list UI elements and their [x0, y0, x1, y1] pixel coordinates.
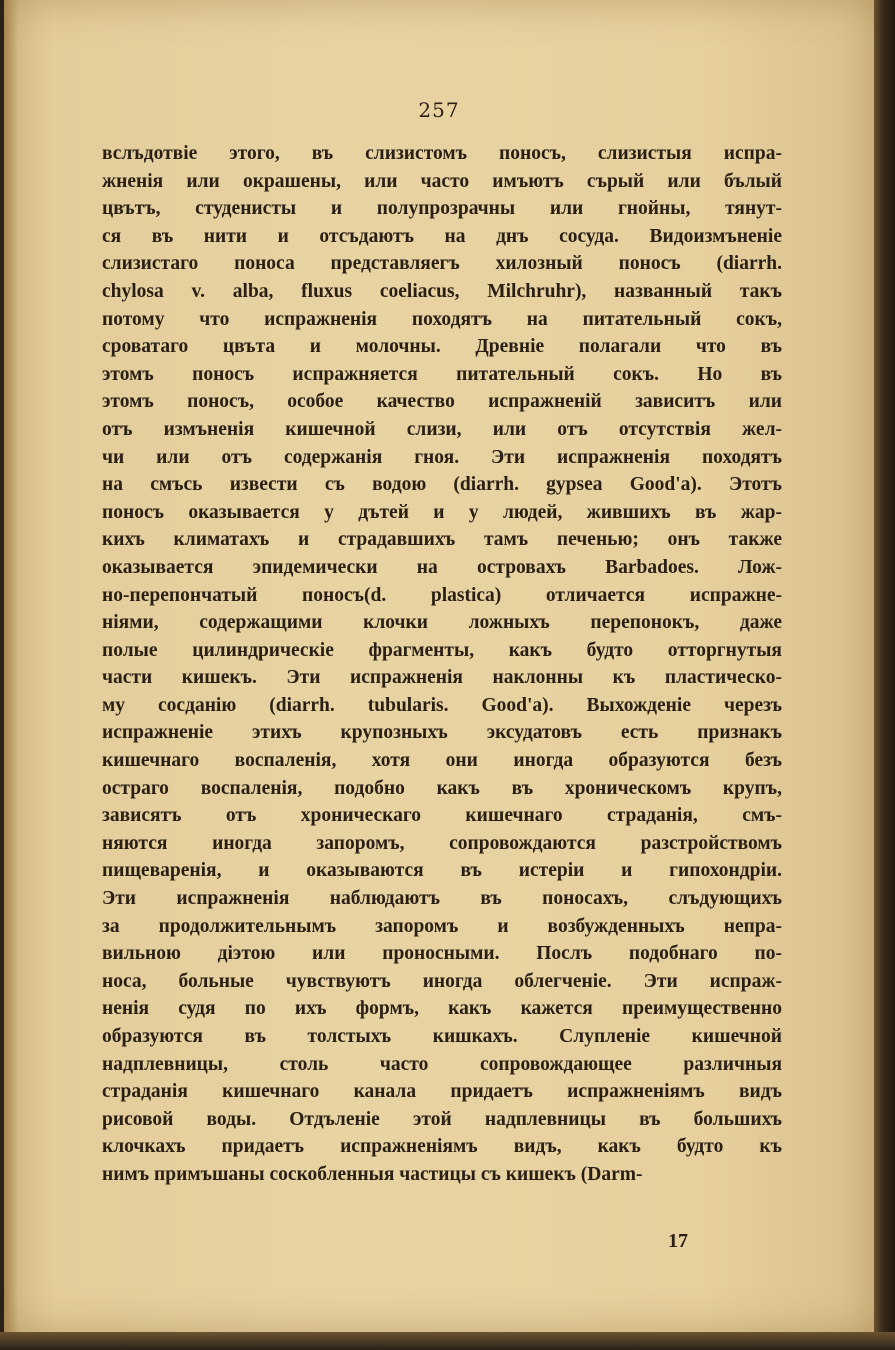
text-line: нимъ примъшаны соскобленныя частицы съ кишекъ (Darm-	[102, 1163, 643, 1185]
text-line: ся въ нити и отсъдаютъ на днъ сосуда. Видоизмъненіе	[102, 225, 782, 247]
text-line: кихъ климатахъ и страдавшихъ тамъ печенью; онъ также	[102, 529, 782, 551]
page-bottom-edge	[0, 1332, 895, 1350]
text-line: этомъ поносъ, особое качество испражненій зависитъ или	[102, 391, 782, 413]
text-line: испражненіе этихъ крупозныхъ эксудатовъ есть признакъ	[102, 722, 782, 744]
text-line: остраго воспаленія, подобно какъ въ хроническомъ крупъ,	[102, 777, 782, 799]
text-line: клочкахъ придаетъ испражненіямъ видъ, какъ будто къ	[102, 1136, 782, 1158]
text-line: рисовой воды. Отдъленіе этой надплевницы въ большихъ	[102, 1108, 782, 1130]
text-line: няются иногда запоромъ, сопровождаются разстройствомъ	[102, 832, 782, 854]
text-line: поносъ оказывается у дътей и у людей, жившихъ въ жар-	[102, 501, 782, 523]
text-line: страданія кишечнаго канала придаетъ испражненіямъ видъ	[102, 1081, 782, 1103]
text-line: Эти испражненія наблюдаютъ въ поносахъ, слъдующихъ	[102, 888, 782, 910]
text-line: полые цилиндрическіе фрагменты, какъ будто отторгнутыя	[102, 639, 782, 661]
text-line: вслъдотвіе этого, въ слизистомъ поносъ, слизистыя испра-	[102, 143, 782, 164]
text-line: кишечнаго воспаленія, хотя они иногда образуются безъ	[102, 750, 782, 772]
text-line: оказывается эпидемически на островахъ Barbadoes. Лож-	[102, 556, 782, 578]
text-line: отъ измъненія кишечной слизи, или отъ отсутствія жел-	[102, 418, 782, 440]
text-line: этомъ поносъ испражняется питательный сокъ. Но въ	[102, 363, 782, 385]
signature-mark: 17	[668, 1230, 688, 1252]
text-line: цвътъ, студенисты и полупрозрачны или гнойны, тянут-	[102, 198, 782, 220]
book-page	[4, 0, 877, 1332]
text-line: сроватаго цвъта и молочны. Древніе полагали что въ	[102, 336, 782, 358]
text-line: ненія судя по ихъ формъ, какъ кажется преимущественно	[102, 998, 782, 1020]
book-spine	[874, 0, 895, 1350]
text-line: надплевницы, столь часто сопровождающее различныя	[102, 1053, 782, 1075]
text-line: части кишекъ. Эти испражненія наклонны къ пластическо-	[102, 667, 782, 689]
text-line: вильною діэтою или проносными. Послъ подобнаго по-	[102, 943, 782, 965]
text-line: носа, больные чувствуютъ иногда облегченіе. Эти испраж-	[102, 970, 782, 992]
text-line: но-перепончатый поносъ(d. plastica) отличается испражне-	[102, 584, 782, 606]
text-line: за продолжительнымъ запоромъ и возбужденныхъ непра-	[102, 915, 782, 937]
text-line: слизистаго поноса представляегъ хилозный поносъ (diarrh.	[102, 253, 782, 275]
text-line: пищеваренія, и оказываются въ истеріи и гипохондріи.	[102, 860, 782, 882]
body-text	[102, 140, 782, 1189]
text-line: образуются въ толстыхъ кишкахъ. Слупленіе кишечной	[102, 1026, 782, 1047]
text-line: потому что испражненія походятъ на питательный сокъ,	[102, 308, 782, 330]
text-line: му сосданію (diarrh. tubularis. Good'a). Выхожденіе черезъ	[102, 694, 782, 716]
text-line: чи или отъ содержанія гноя. Эти испражненія походятъ	[102, 446, 782, 468]
text-line: ніями, содержащими клочки ложныхъ перепонокъ, даже	[102, 612, 782, 634]
text-line: на смъсь извести съ водою (diarrh. gypsea Good'a). Этотъ	[102, 474, 782, 496]
text-line: жненія или окрашены, или часто имъютъ сърый или бълый	[102, 170, 782, 192]
text-line: chylosa v. alba, fluxus coeliacus, Milchruhr), названный такъ	[102, 280, 782, 302]
page-number: 257	[418, 98, 460, 122]
text-line: зависятъ отъ хроническаго кишечнаго страданія, смъ-	[102, 805, 782, 827]
